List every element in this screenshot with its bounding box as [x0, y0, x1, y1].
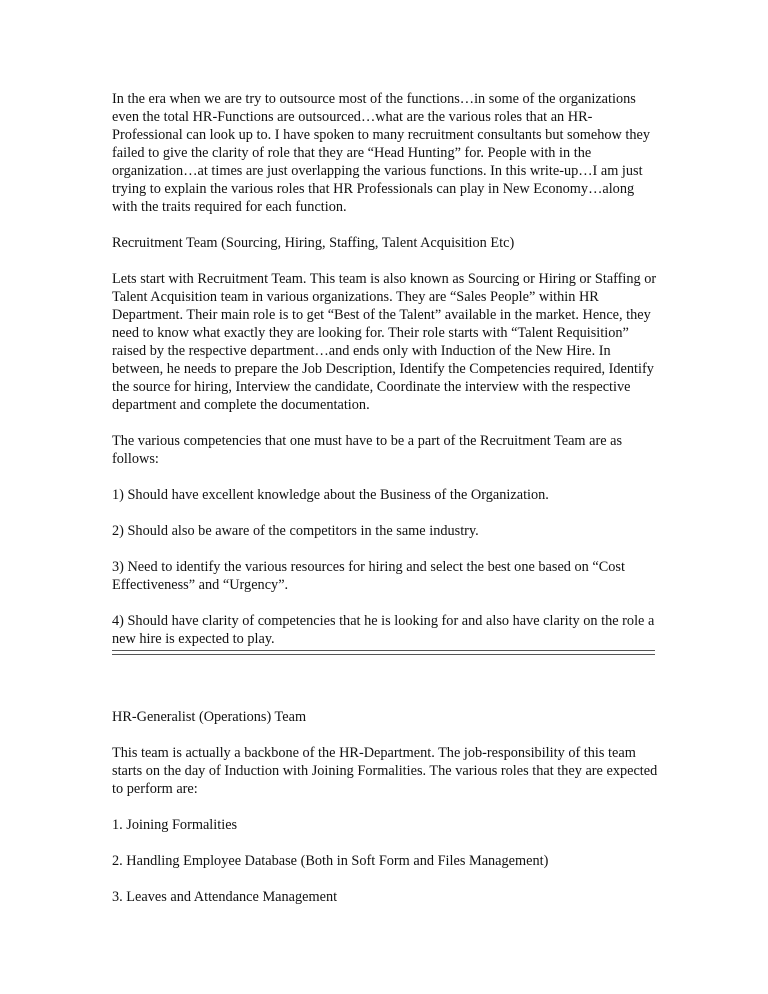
- generalist-item: 2. Handling Employee Database (Both in Soft Form and Files Management): [112, 853, 549, 869]
- competencies-intro: The various competencies that one must have to be a part of the Recruitment Team are as follows:: [112, 433, 623, 467]
- recruitment-heading: Recruitment Team (Sourcing, Hiring, Staffing, Talent Acquisition Etc): [112, 235, 515, 251]
- competency-point: 3) Need to identify the various resources for hiring and select the best one based on “Cost Effectiveness” and “Urgency”.: [112, 559, 625, 593]
- generalist-item: 3. Leaves and Attendance Management: [112, 889, 338, 905]
- competency-point: 2) Should also be aware of the competitors in the same industry.: [112, 523, 479, 539]
- generalist-item: 1. Joining Formalities: [112, 817, 238, 833]
- intro-paragraph: In the era when we are try to outsource most of the functions…in some of the organizations even the total HR-Functions are outsourced…what are the various roles that an HR-Professional can look up to. I have spoken to many recruitment consultants but somehow they failed to give the clarity of role that they are “Head Hunting” for. People with in the organization…at times are just overlapping the various functions. In this write-up…I am just trying to explain the various roles that HR Professionals can play in New Economy…along with the traits required for each function.: [112, 91, 651, 215]
- generalist-description: This team is actually a backbone of the HR-Department. The job-responsibility of this team starts on the day of Induction with Joining Formalities. The various roles that they are expected to perform are:: [112, 745, 658, 797]
- competency-point: 1) Should have excellent knowledge about the Business of the Organization.: [112, 487, 549, 503]
- generalist-heading: HR-Generalist (Operations) Team: [112, 709, 307, 725]
- double-rule-divider: [112, 650, 655, 655]
- section-spacer: [112, 666, 660, 708]
- document-body: [112, 90, 660, 924]
- recruitment-description: Lets start with Recruitment Team. This team is also known as Sourcing or Hiring or Staffing or Talent Acquisition team in various organizations. They are “Sales People” within HR Department. Their main role is to get “Best of the Talent” available in the market. Hence, they need to know what exactly they are looking for. Their role starts with “Talent Requisition” raised by the respective department…and ends only with Induction of the New Hire. In between, he needs to prepare the Job Description, Identify the Competencies required, Identify the source for hiring, Interview the candidate, Coordinate the interview with the respective department and complete the documentation.: [112, 271, 657, 413]
- competency-point: 4) Should have clarity of competencies that he is looking for and also have clarity on the role a new hire is expected to play.: [112, 613, 655, 647]
